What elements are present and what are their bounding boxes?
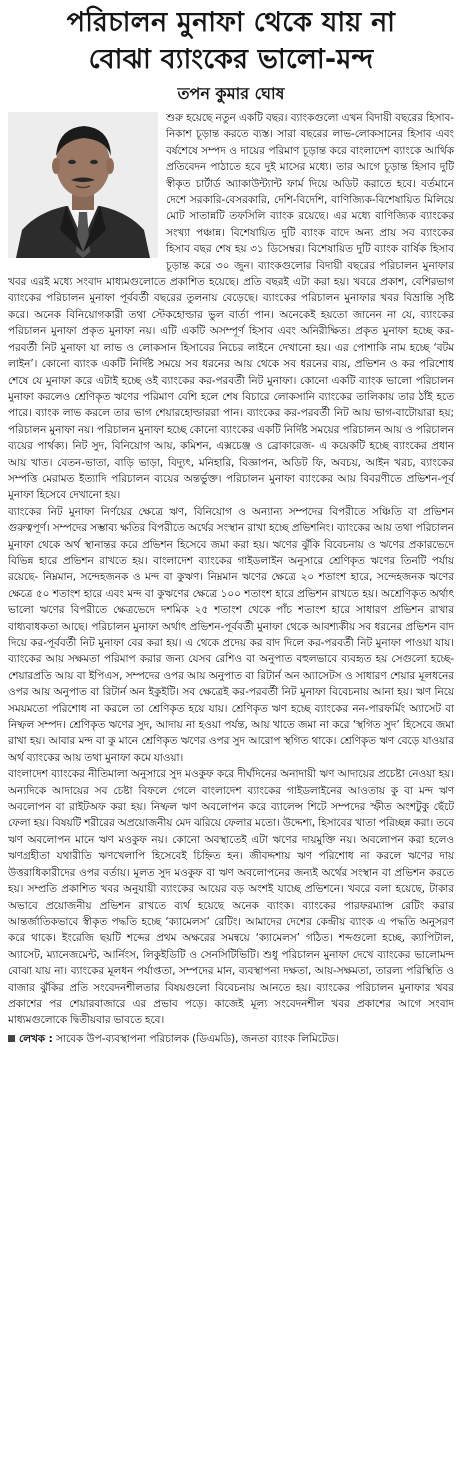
headline-line-2: বোঝা ব্যাংকের ভালো-মন্দ: [88, 44, 374, 75]
paragraph-2: ব্যাংকের নিট মুনাফা নির্ণয়ের ক্ষেত্রে ঋণ, বিনিয়োগ ও অন্যান্য সম্পদের বিপরীতে সঞ্চিতি বা প্রভিশন গুরুত্বপূর্ণ। সম্পদের সম্ভাব্য ক্ষতির বিপরীতে অর্থের সংস্থান রাখা হচ্ছে প্রভিশনিং। ব্যাংকের আয় তথা পরিচালন মুনাফা থেকে অর্থ স্থানান্তর করে প্রভিশন হিসেবে জমা করা হয়। ঋণের ঝুঁকি বিবেচনায় ও ঋণের প্রকারভেদে বিভিন্ন হারে প্রভিশন রাখতে হয়। বাংলাদেশ ব্যাংকের গাইডলাইন অনুসারে শ্রেণিকৃত ঋণের তিনটি পর্যায় রয়েছে- নিম্নমান, সন্দেহজনক ও মন্দ বা কুঋণ। নিম্নমান ঋণের ক্ষেত্রে ২০ শতাংশ হারে, সন্দেহজনক ঋণের ক্ষেত্রে ৫০ শতাংশ হারে এবং মন্দ বা কুঋণের ক্ষেত্রে ১০০ শতাংশ হারে প্রভিশন রাখতে হয়। অশ্রেণিকৃত অর্থাৎ ভালো ঋণের বিপরীতে ক্ষেত্রভেদে দশমিক ২৫ শতাংশ থেকে পাঁচ শতাংশ হারে সাধারণ প্রভিশন রাখার বাধ্যবাধকতা আছে। পরিচালন মুনাফা অর্থাৎ প্রভিশন-পূর্ববর্তী মুনাফা থেকে আবশ্যকীয় সব ধরনের প্রভিশন বাদ দিয়ে কর-পূর্ববর্তী নিট মুনাফা বের করা হয়। এ থেকে প্রদেয় কর বাদ দিলে কর-পরবর্তী নিট মুনাফা পাওয়া যায়। ব্যাংকের আয় সক্ষমতা পরিমাপ করার জন্য যেসব রেশিও বা অনুপাত বহুলভাবে ব্যবহৃত হয় সেগুলো হচ্ছে- শেয়ারপ্রতি আয় বা ইপিএস, সম্পদের ওপর আয় অনুপাত বা রিটার্ন অন অ্যাসেটস ও সাধারণ শেয়ার মূলধনের ওপর আয় অনুপাত বা রিটার্ন অন ইকুইটি। সব ক্ষেত্রেই কর-পরবর্তী নিট মুনাফা বিবেচনায় আনা হয়। ঋণ নিয়ে সময়মতো পরিশোধ না করলে তা শ্রেণিকৃত হয়ে যায়। শ্রেণিকৃত ঋণ হচ্ছে ব্যাংকের নন-পারফর্মিং অ্যাসেট বা নিষ্ফল সম্পদ। শ্রেণিকৃত ঋণের সুদ, আদায় না হওয়া পর্যন্ত, আয় খাতে জমা না করে ‘স্থগিত সুদ’ হিসেবে জমা রাখা হয়। আবার মন্দ বা কু মানে শ্রেণিকৃত ঋণের ওপর সুদ আরোপ স্থগিত থাকে। শ্রেণিকৃত ঋণ বেড়ে যাওয়ার অর্থ ব্যাংকের আয় তথা মুনাফা কমে যাওয়া।: [8, 505, 454, 764]
paragraph-1: শুরু হয়েছে নতুন একটি বছর। ব্যাংকগুলো এখন বিদায়ী বছরের হিসাব-নিকাশ চূড়ান্ত করতে ব্যস্ত। সারা বছরের লাভ-লোকসানের হিসাব এবং বর্ষশেষে সম্পদ ও দায়ের পরিমাণ চূড়ান্ত করে বাংলাদেশ ব্যাংকে আর্থিক প্রতিবেদন পাঠাতে হবে দুই মাসের মধ্যে। তার আগে চূড়ান্ত হিসাব দুটি স্বীকৃত চার্টার্ড অ্যাকাউন্ট্যান্ট ফার্ম দিয়ে অডিট করাতে হবে। বর্তমানে দেশে সরকারি-বেসরকারি, দেশি-বিদেশি, বাণিজ্যিক-বিশেষায়িত মিলিয়ে মোট সাতান্নটি তফসিলি ব্যাংক রয়েছে। এর মধ্যে বাণিজ্যিক ব্যাংকের সংখ্যা পঞ্চান্ন। বিশেষায়িত দুটি ব্যাংক বাদে অন্য প্রায় সব ব্যাংকের হিসাব বছর শেষ হয় ৩১ ডিসেম্বর। বিশেষায়িত দুটি ব্যাংক বার্ষিক হিসাব চূড়ান্ত করে ৩০ জুন। ব্যাংকগুলোর বিদায়ী বছরের পরিচালন মুনাফার খবর এরই মধ্যে সংবাদ মাধ্যমগুলোতে প্রকাশিত হয়েছে। প্রতি বছরই এটা করা হয়। খবরে প্রকাশ, বেশিরভাগ ব্যাংকের পরিচালন মুনাফা পূর্ববর্তী বছরের তুলনায় বেড়েছে। ব্যাংকের পরিচালন মুনাফার খবর বিভ্রান্তি সৃষ্টি করে। অনেক বিনিয়োগকারী তথা স্টেকহোল্ডার ভুল বার্তা পান। অনেকেই হয়তো জানেন না যে, ব্যাংকের পরিচালন মুনাফা প্রকৃত মুনাফা নয়। এটি একটি অসম্পূর্ণ হিসাব এবং অনিরীক্ষিত। প্রকৃত মুনাফা হচ্ছে কর-পরবর্তী নিট মুনাফা যা লাভ ও লোকসান হিসাবের নিচের লাইনে দেখানো হয়। এর পোশাকি নাম হচ্ছে ‘বটম লাইন’। কোনো ব্যাংক একটি নির্দিষ্ট সময়ে সব ধরনের আয় থেকে সব ধরনের ব্যয়, প্রভিশন ও কর পরিশোধ শেষে যে মুনাফা করে এটাই হচ্ছে ওই ব্যাংকের কর-পরবর্তী নিট মুনাফা। কোনো একটি ব্যাংক ভালো পরিচালন মুনাফা করলেও শ্রেণিকৃত ঋণের পরিমাণ বেশি হলে শেষ বিচারে লোকসানি ব্যাংকের তালিকায় তার ঠাঁই হতে পারে। ব্যাংক লাভ করলে তার ভাগ শেয়ারহোল্ডাররা পান। ব্যাংকের কর-পরবর্তী নিট আয় ভাগ-বাটোয়ারা হয়; পরিচালন মুনাফা নয়। পরিচালন মুনাফা হচ্ছে কোনো ব্যাংকের একটি নির্দিষ্ট সময়ের পরিচালন আয় ও পরিচালন ব্যয়ের পার্থক্য। নিট সুদ, বিনিয়োগ আয়, কমিশন, এক্সচেঞ্জ ও ব্রোকারেজ- এ কয়েকটি হচ্ছে ব্যাংকের প্রধান আয় খাত। বেতন-ভাতা, বাড়ি ভাড়া, বিদ্যুৎ, মনিহারি, বিজ্ঞাপন, অডিট ফি, অবচয়, আইন খরচ, ব্যাংকের সম্পত্তি মেরামত ইত্যাদি পরিচালন ব্যয়ের অন্তর্ভুক্ত। পরিচালন মুনাফা ব্যাংকের আয় বিবরণীতে প্রভিশন-পূর্ব মুনাফা হিসেবে দেখানো হয়।: [8, 112, 454, 502]
paragraph-3: বাংলাদেশ ব্যাংকের নীতিমালা অনুসারে সুদ মওকুফ করে দীর্ঘদিনের অনাদায়ী ঋণ আদায়ের প্রচেষ্টা নেওয়া হয়। অন্যদিকে আদায়ের সব চেষ্টা বিফলে গেলে বাংলাদেশ ব্যাংকের গাইডলাইনের আওতায় কু বা মন্দ ঋণ অবলোপন বা রাইটঅফ করা হয়। নিষ্ফল ঋণ অবলোপন করে ব্যালেন্স শিটে সম্পদের স্ফীত অংশটুকু ছেঁটে ফেলা হয়। বিষয়টি শরীরের অপ্রয়োজনীয় মেদ ঝরিয়ে ফেলার মতো। উদ্দেশ্য, হিসাবের খাতা পরিচ্ছন্ন করা। তবে ঋণ অবলোপন মানে ঋণ মওকুফ নয়। কোনো অবস্থাতেই এটা ঋণের দায়মুক্তি নয়। অবলোপন করা হলেও ঋণগ্রহীতা যথারীতি ঋণখেলাপি হিসেবেই চিহ্নিত হন। জীবদ্দশায় ঋণ পরিশোধ না করলে ঋণের দায় উত্তরাধিকারীদের ওপর বর্তায়। মূলত সুদ মওকুফ বা ঋণ অবলোপনের জন্যই অর্থের সংস্থান বা প্রভিশন করতে হয়। সম্প্রতি প্রকাশিত খবর অনুযায়ী ব্যাংকের আয়ের বড় অংশই যাচ্ছে প্রভিশনে। খবরে বলা হয়েছে, টাকার অভাবে প্রয়োজনীয় প্রভিশন রাখতে ব্যর্থ হয়েছে অনেক ব্যাংক। ব্যাংকের পারফরম্যান্স রেটিং করার আন্তর্জাতিকভাবে স্বীকৃত পদ্ধতি হচ্ছে ‘ক্যামেলস’ রেটিং। আমাদের দেশের কেন্দ্রীয় ব্যাংক এ পদ্ধতি অনুসরণ করে থাকে। ইংরেজি ছয়টি শব্দের প্রথম অক্ষরের সমন্বয়ে ‘ক্যামেলস’ গঠিত। শব্দগুলো হচ্ছে, ক্যাপিটাল, অ্যাসেট, ম্যানেজমেন্ট, আর্নিংস, লিকুইডিটি ও সেনসিটিভিটি। শুধু পরিচালন মুনাফা দেখে ব্যাংকের ভালোমন্দ বোঝা যায় না। ব্যাংকের মূলধন পর্যাপ্ততা, সম্পদের মান, ব্যবস্থাপনা দক্ষতা, আয়-সক্ষমতা, তারল্য পরিস্থিতি ও বাজার ঝুঁকির প্রতি সংবেদনশীলতার বিষয়গুলো বিবেচনায় আনতে হয়। ব্যাংকের পরিচালন মুনাফার খবর প্রকাশের পর শেয়ারবাজারে এর প্রভাব পড়ে। কাজেই মূল্য সংবেদনশীল খবর প্রকাশের আগে সংবাদ মাধ্যমগুলোকে দ্বিতীয়বার ভাবতে হবে।: [8, 768, 454, 1027]
headline: [8, 4, 454, 78]
author-portrait: [8, 112, 158, 258]
footer-label: লেখক :: [19, 1032, 53, 1045]
author-portrait-icon: [8, 112, 158, 258]
article-body: [8, 110, 454, 1029]
footer-text: সাবেক উপ-ব্যবস্থাপনা পরিচালক (ডিএমডি), জনতা ব্যাংক লিমিটেড।: [56, 1032, 339, 1045]
author-footer: [8, 1031, 454, 1047]
byline: তপন কুমার ঘোষ: [177, 84, 285, 103]
headline-line-1: পরিচালন মুনাফা থেকে যায় না: [66, 7, 396, 38]
square-bullet-icon: [8, 1035, 15, 1042]
